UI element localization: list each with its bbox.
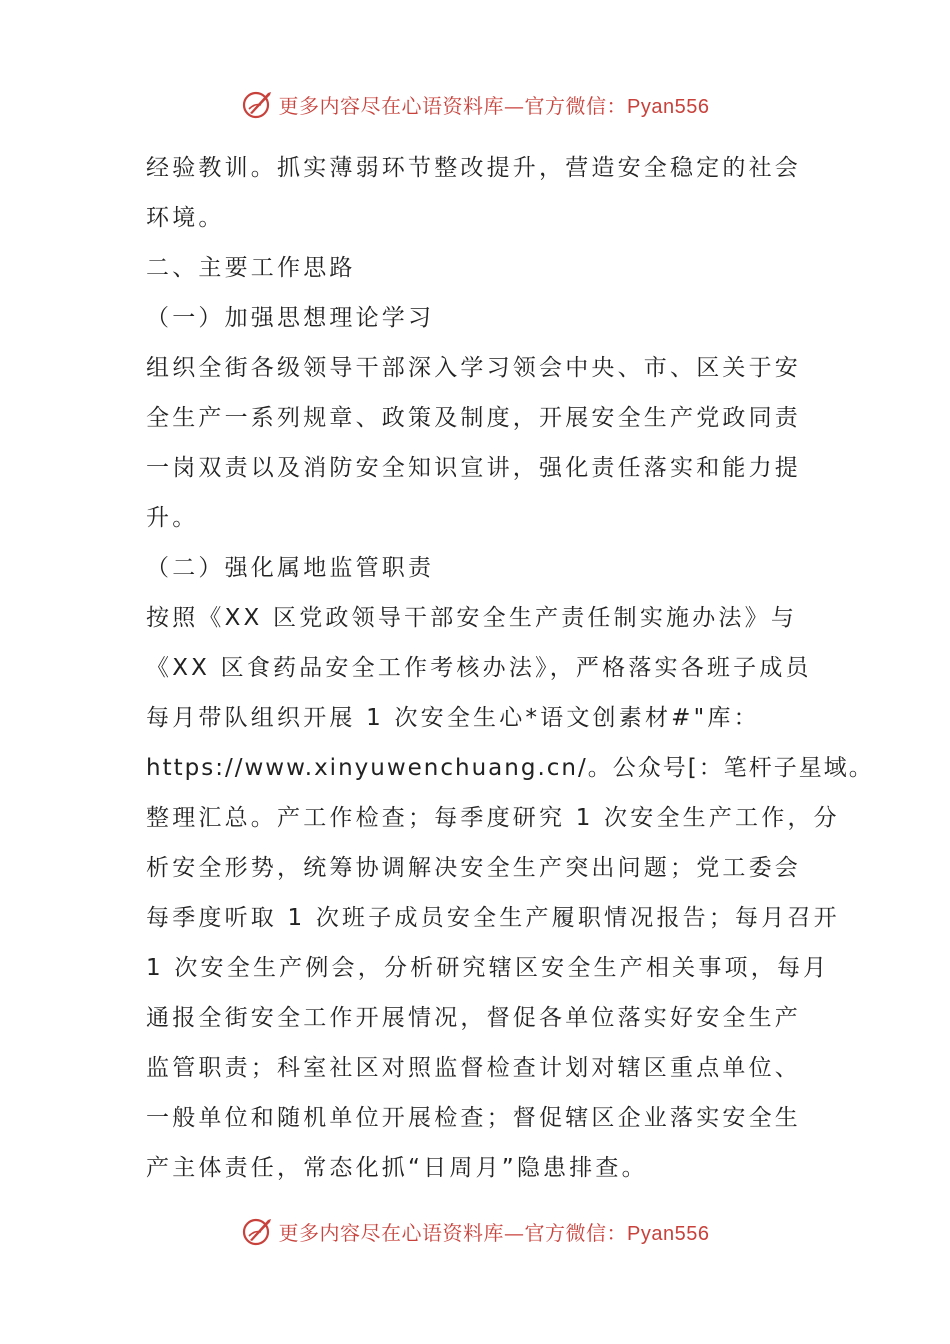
quill-circle-icon bbox=[241, 87, 275, 121]
document-body bbox=[146, 143, 874, 1193]
footer-watermark bbox=[0, 1211, 950, 1251]
body-line: 每季度听取 1 次班子成员安全生产履职情况报告；每月召开 bbox=[146, 905, 840, 931]
body-line: 升。 bbox=[146, 505, 199, 531]
header-watermark bbox=[0, 84, 950, 124]
body-line: 监管职责；科室社区对照监督检查计划对辖区重点单位、 bbox=[146, 1055, 801, 1081]
body-line: 通报全街安全工作开展情况，督促各单位落实好安全生产 bbox=[146, 1005, 801, 1031]
body-line: 按照《XX 区党政领导干部安全生产责任制实施办法》与 bbox=[146, 605, 798, 631]
section-heading: 二、主要工作思路 bbox=[146, 255, 356, 281]
body-line: 组织全街各级领导干部深入学习领会中央、市、区关于安 bbox=[146, 355, 801, 381]
quill-circle-icon bbox=[241, 1214, 275, 1248]
footer-watermark-label: 更多内容尽在心语资料库—官方微信： bbox=[278, 1220, 628, 1245]
body-line-url: https://www.xinyuwenchuang.cn/。公众号[：笔杆子星域。 bbox=[146, 755, 874, 781]
header-watermark-label: 更多内容尽在心语资料库—官方微信： bbox=[278, 93, 628, 118]
body-line: 一般单位和随机单位开展检查；督促辖区企业落实安全生 bbox=[146, 1105, 801, 1131]
body-line: 1 次安全生产例会，分析研究辖区安全生产相关事项，每月 bbox=[146, 955, 830, 981]
footer-watermark-content bbox=[241, 1214, 710, 1248]
header-watermark-contact: Pyan556 bbox=[627, 95, 710, 118]
body-line: 《XX 区食药品安全工作考核办法》，严格落实各班子成员 bbox=[146, 655, 812, 681]
body-line: 析安全形势，统筹协调解决安全生产突出问题；党工委会 bbox=[146, 855, 801, 881]
header-watermark-content bbox=[241, 87, 710, 121]
body-line: 经验教训。抓实薄弱环节整改提升，营造安全稳定的社会 bbox=[146, 155, 801, 181]
body-line: 全生产一系列规章、政策及制度，开展安全生产党政同责 bbox=[146, 405, 801, 431]
footer-watermark-contact: Pyan556 bbox=[627, 1222, 710, 1245]
subsection-heading: （二）强化属地监管职责 bbox=[146, 555, 435, 581]
body-line: 产主体责任，常态化抓“日周月”隐患排查。 bbox=[146, 1155, 648, 1181]
header-watermark-text bbox=[279, 90, 710, 119]
subsection-heading: （一）加强思想理论学习 bbox=[146, 305, 435, 331]
footer-watermark-text bbox=[279, 1217, 710, 1246]
body-line: 环境。 bbox=[146, 205, 225, 231]
body-line: 每月带队组织开展 1 次安全生心*语文创素材#"库： bbox=[146, 705, 760, 731]
body-line: 整理汇总。产工作检查；每季度研究 1 次安全生产工作，分 bbox=[146, 805, 840, 831]
body-line: 一岗双责以及消防安全知识宣讲，强化责任落实和能力提 bbox=[146, 455, 801, 481]
